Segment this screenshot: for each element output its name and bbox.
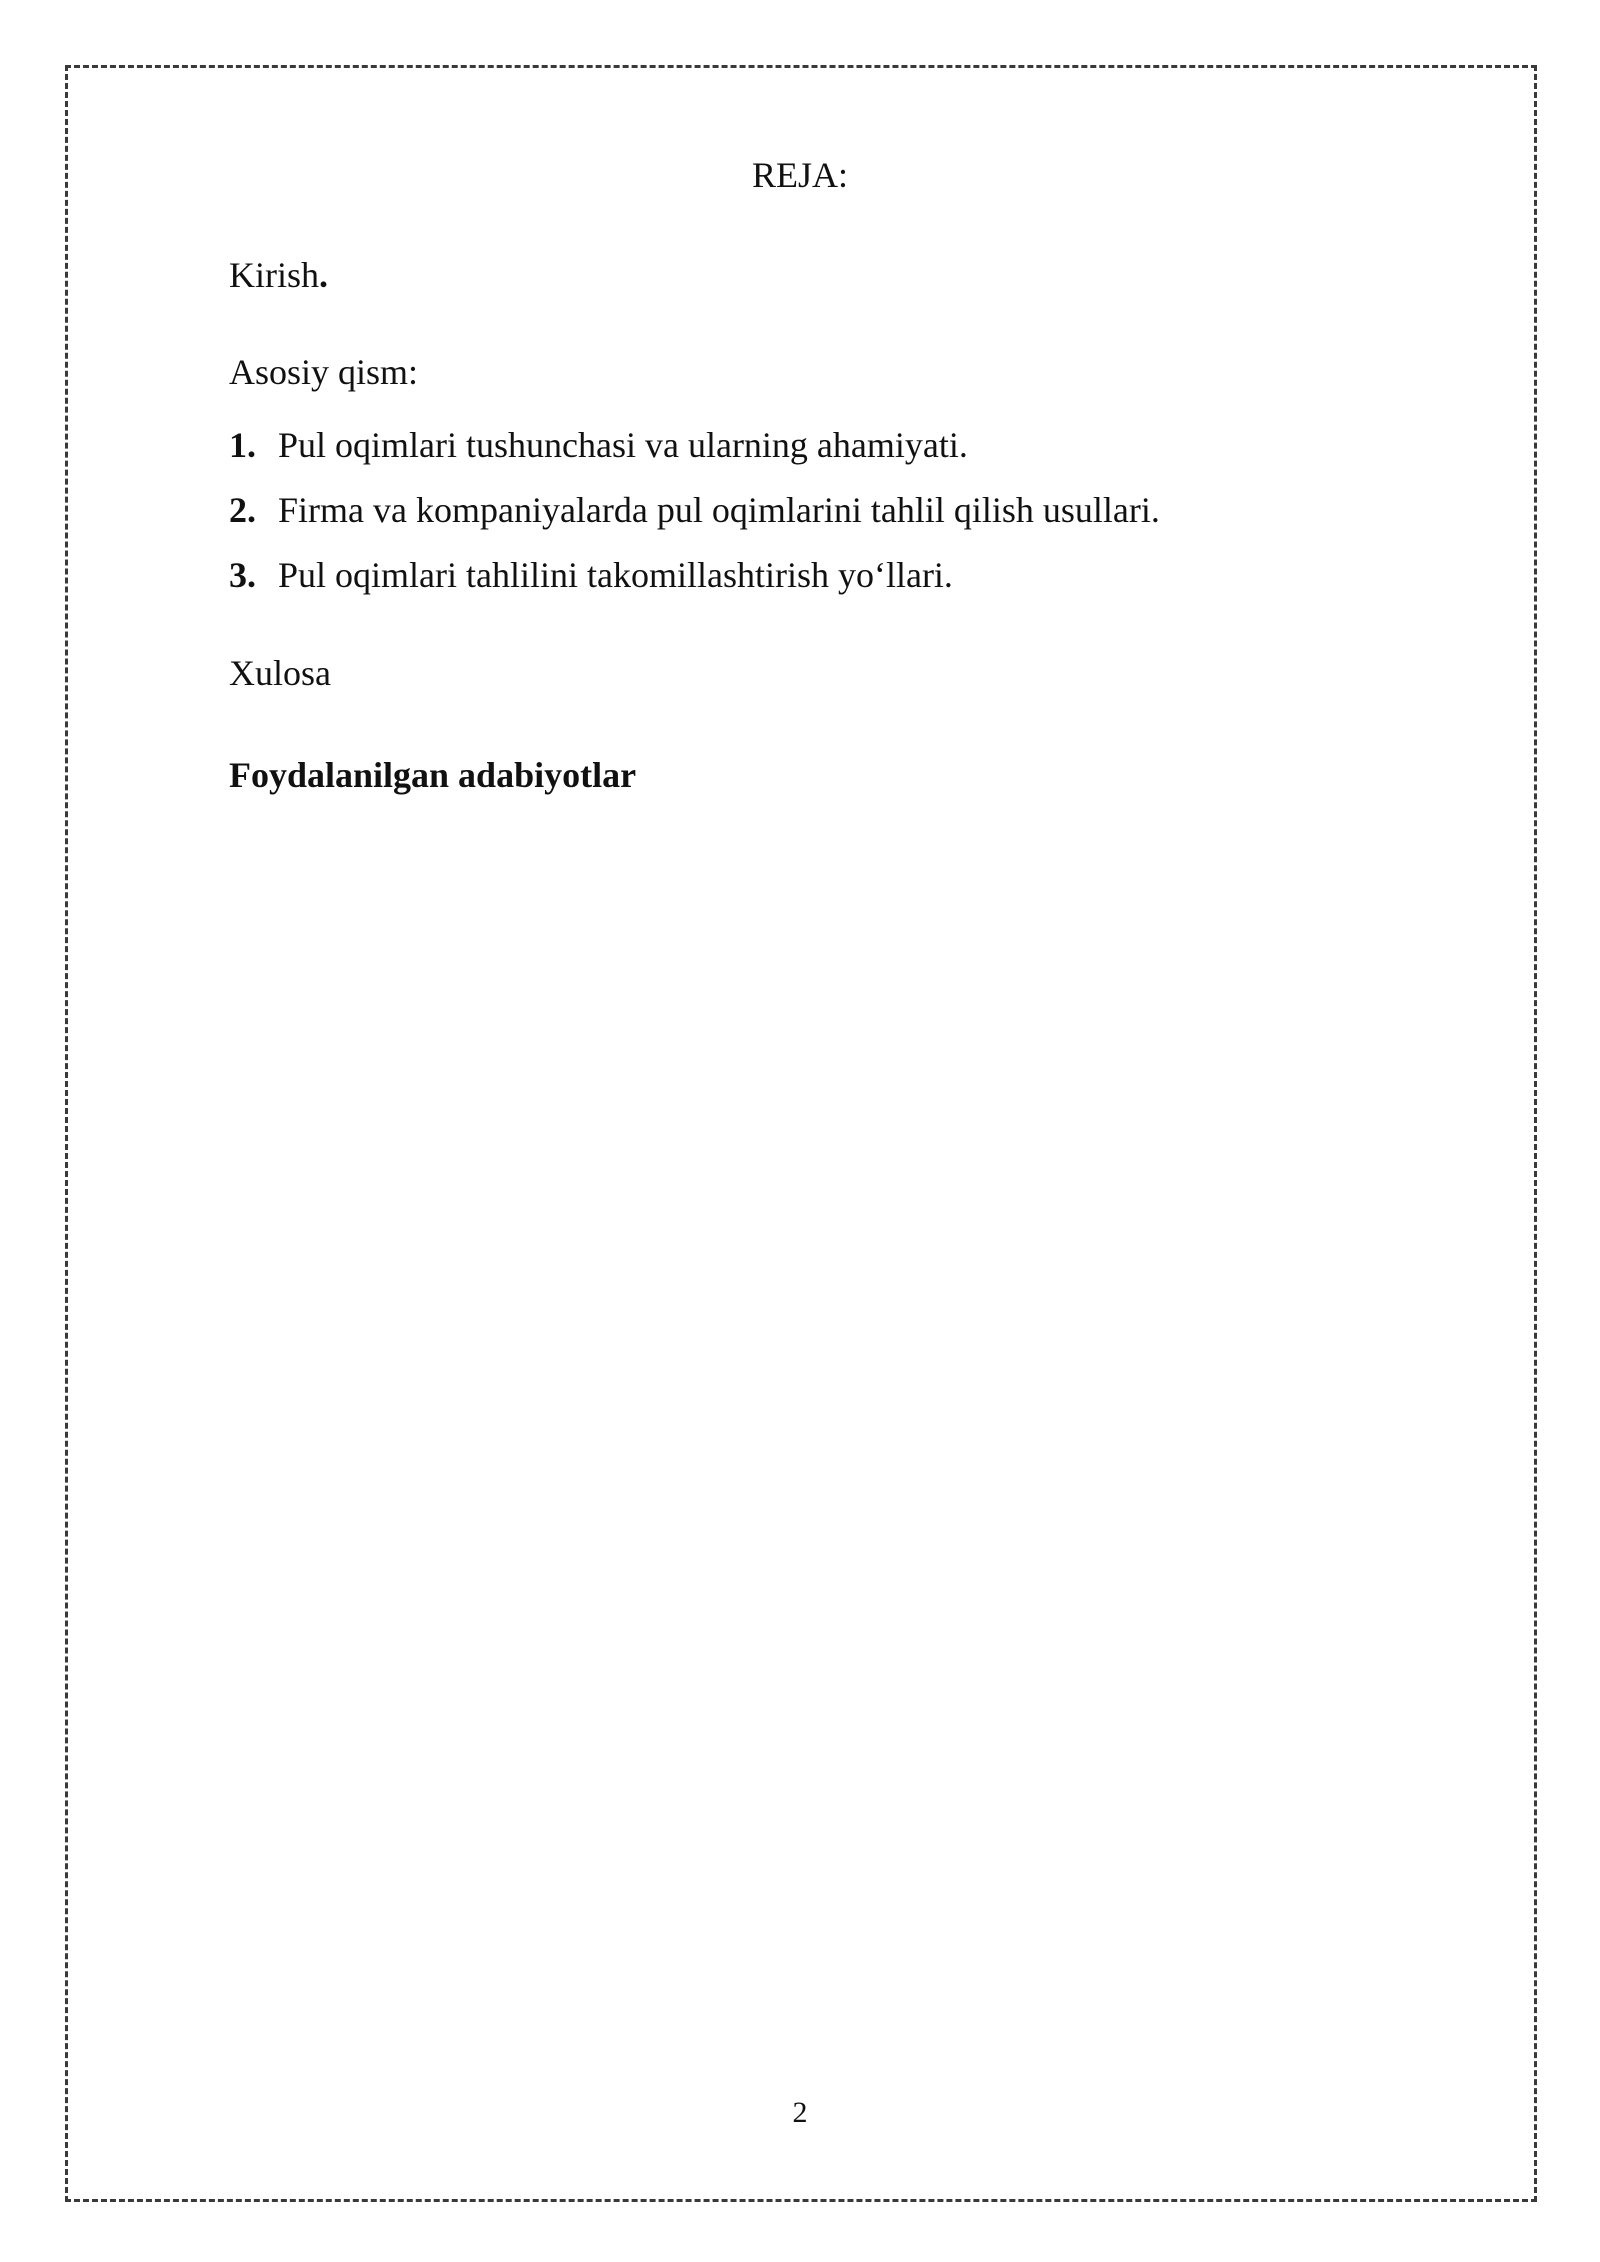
list-item-number: 2.: [229, 490, 256, 530]
list-item-text: Pul oqimlari tahlilini takomillashtirish yo‘llari.: [278, 555, 953, 595]
intro-heading: [229, 250, 328, 300]
intro-punct: .: [319, 255, 328, 295]
references-heading: Foydalanilgan adabiyotlar: [229, 755, 637, 795]
list-item: [229, 485, 1160, 535]
conclusion-heading: Xulosa: [229, 653, 331, 693]
page-number: 2: [792, 2096, 808, 2129]
list-item-number: 1.: [229, 425, 256, 465]
list-item: [229, 420, 968, 470]
page-title: REJA:: [751, 155, 848, 195]
intro-text: Kirish: [229, 255, 319, 295]
main-section-label: Asosiy qism:: [229, 352, 419, 392]
list-item: [229, 550, 953, 600]
list-item-text: Firma va kompaniyalarda pul oqimlarini tahlil qilish usullari.: [278, 490, 1160, 530]
list-item-number: 3.: [229, 555, 256, 595]
list-item-text: Pul oqimlari tushunchasi va ularning ahamiyati.: [278, 425, 968, 465]
